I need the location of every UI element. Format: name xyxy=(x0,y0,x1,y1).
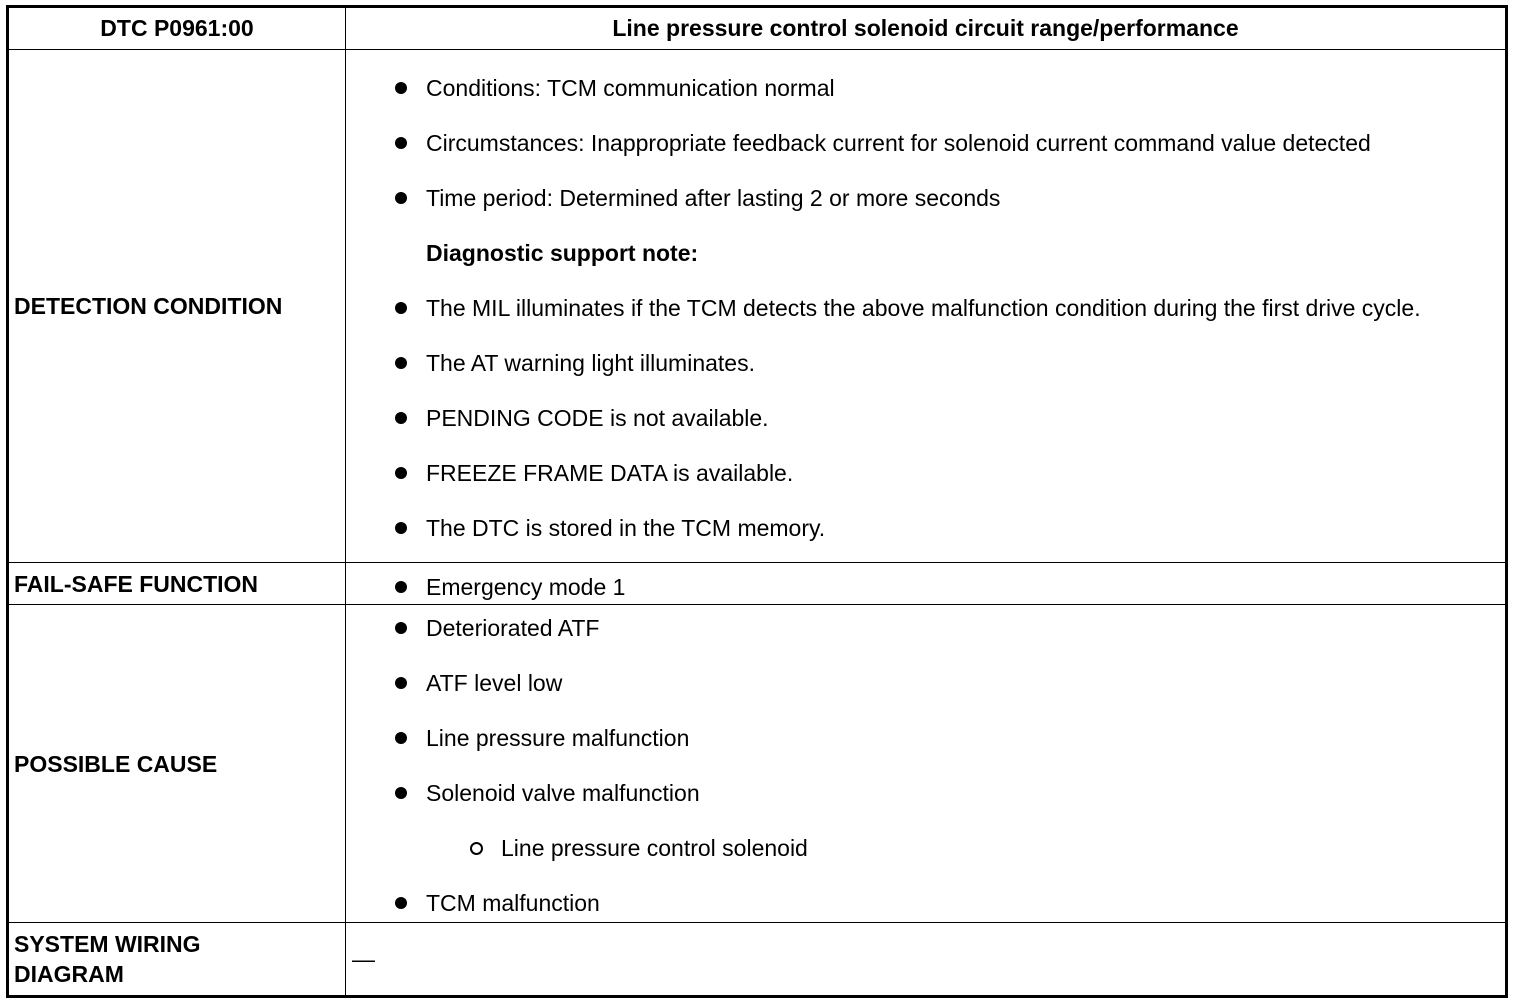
list-item: Emergency mode 1 xyxy=(346,572,1505,602)
detection-condition-content xyxy=(346,50,1507,563)
list-item: Conditions: TCM communication normal xyxy=(346,73,1505,103)
bullet-icon xyxy=(395,412,407,424)
list-item: Time period: Determined after lasting 2 or more seconds xyxy=(346,183,1505,213)
detection-condition-label: DETECTION CONDITION xyxy=(8,50,346,563)
bullet-icon xyxy=(395,137,407,149)
system-wiring-label: SYSTEM WIRING DIAGRAM xyxy=(8,923,346,997)
bullet-icon xyxy=(395,522,407,534)
fail-safe-label: FAIL-SAFE FUNCTION xyxy=(8,563,346,605)
detection-condition-row xyxy=(8,50,1507,563)
bullet-icon xyxy=(395,82,407,94)
list-item: The AT warning light illuminates. xyxy=(346,348,1505,378)
bullet-icon xyxy=(395,897,407,909)
fail-safe-list xyxy=(346,566,1505,602)
list-item: The DTC is stored in the TCM memory. xyxy=(346,513,1505,543)
list-item: Line pressure malfunction xyxy=(346,723,1505,753)
system-wiring-row xyxy=(8,923,1507,997)
list-item: ATF level low xyxy=(346,668,1505,698)
dtc-title: Line pressure control solenoid circuit range/performance xyxy=(346,7,1507,50)
list-item: FREEZE FRAME DATA is available. xyxy=(346,458,1505,488)
dtc-table xyxy=(6,5,1508,998)
header-row xyxy=(8,7,1507,50)
bullet-icon xyxy=(395,357,407,369)
bullet-icon xyxy=(395,732,407,744)
list-item: Deteriorated ATF xyxy=(346,613,1505,643)
bullet-icon xyxy=(395,581,407,593)
detection-list xyxy=(346,65,1505,547)
possible-cause-row xyxy=(8,605,1507,923)
list-item: PENDING CODE is not available. xyxy=(346,403,1505,433)
bullet-icon xyxy=(395,622,407,634)
bullet-icon xyxy=(395,467,407,479)
possible-cause-label: POSSIBLE CAUSE xyxy=(8,605,346,923)
fail-safe-content xyxy=(346,563,1507,605)
list-item: Solenoid valve malfunction xyxy=(346,778,1505,808)
system-wiring-value: — xyxy=(346,923,1507,997)
bullet-icon xyxy=(395,192,407,204)
sub-list-item: Line pressure control solenoid xyxy=(346,833,1505,863)
list-item: The MIL illuminates if the TCM detects the above malfunction condition during the first drive cycle. xyxy=(346,293,1505,323)
bullet-icon xyxy=(395,302,407,314)
hollow-bullet-icon xyxy=(470,842,483,855)
fail-safe-row xyxy=(8,563,1507,605)
list-item: Circumstances: Inappropriate feedback current for solenoid current command value detected xyxy=(346,128,1505,158)
list-item: TCM malfunction xyxy=(346,888,1505,918)
bullet-icon xyxy=(395,677,407,689)
bullet-icon xyxy=(395,787,407,799)
possible-cause-list xyxy=(346,605,1505,922)
possible-cause-content xyxy=(346,605,1507,923)
diagnostic-note-heading: Diagnostic support note: xyxy=(426,240,699,266)
dtc-code: DTC P0961:00 xyxy=(8,7,346,50)
